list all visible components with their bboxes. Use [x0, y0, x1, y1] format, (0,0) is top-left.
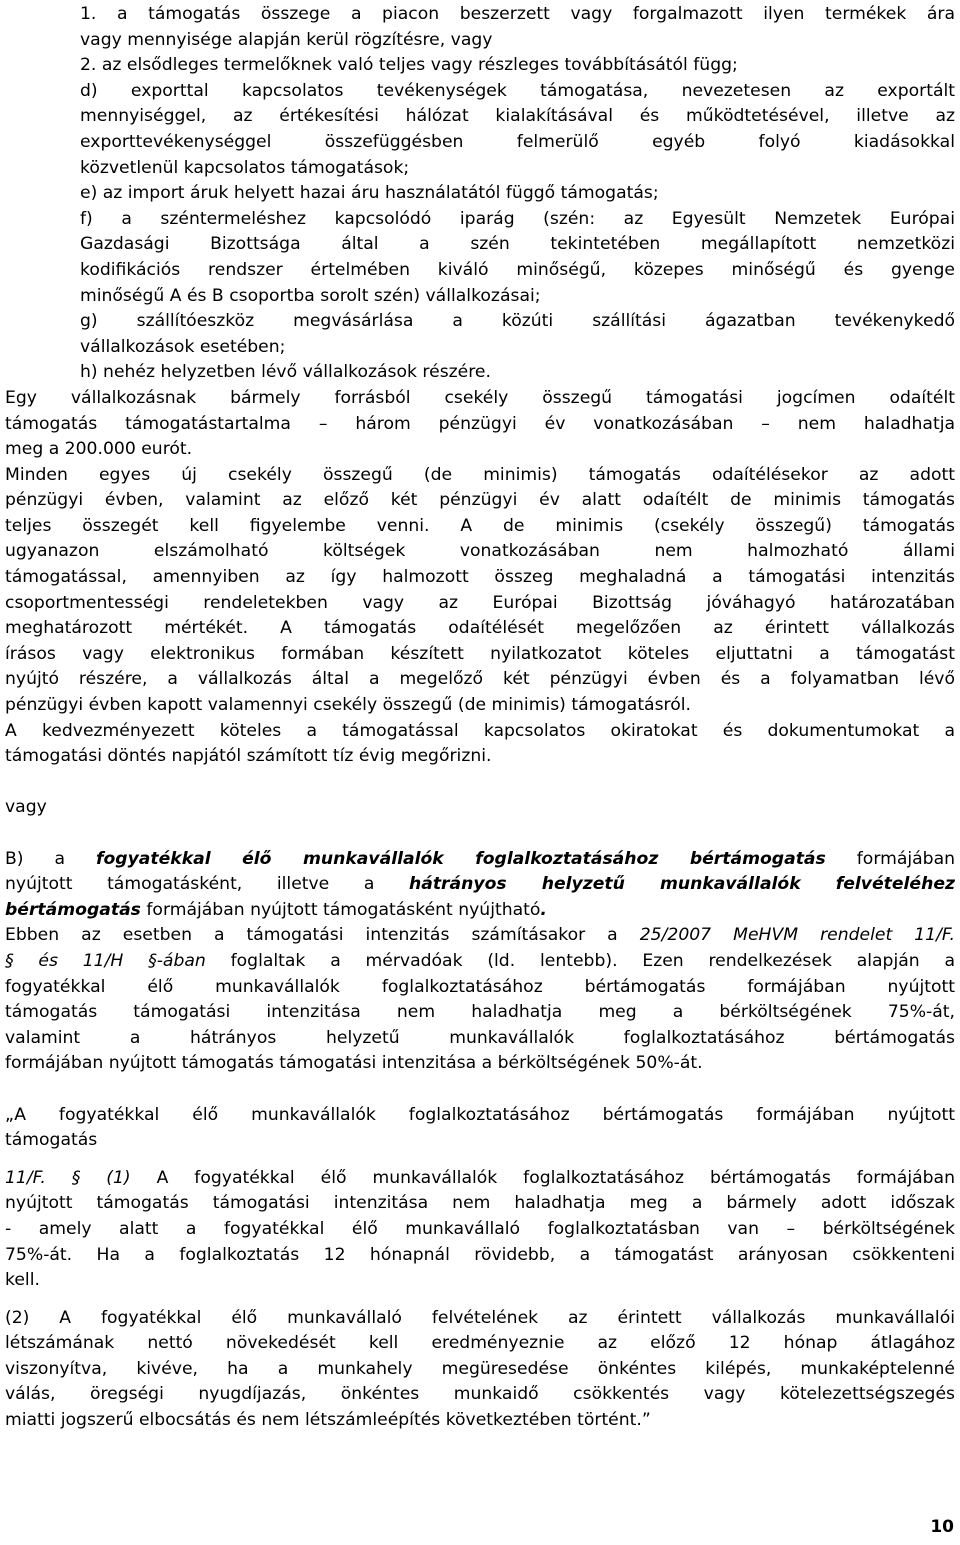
text-line: csoportmentességi rendeletekben vagy az Európai Bizottság jóváhagyó határozatában [5, 592, 955, 613]
text-line: nyújtó részére, a vállalkozás által a megelőző két pénzügyi évben és a folyamatban lévő [5, 669, 955, 690]
text-line: „A fogyatékkal élő munkavállalók foglalkoztatásához bértámogatás formájában nyújtott [5, 1104, 955, 1125]
text-line: támogatás támogatási intenzitása nem haladhatja meg a bérköltségének 75%-át, [5, 1002, 955, 1023]
list-line: kodifikációs rendszer értelmében kiváló minőségű, közepes minőségű és gyenge [80, 259, 955, 280]
text-line: írásos vagy elektronikus formában készített nyilatkozatot köteles eljuttatni a támogatást [5, 643, 955, 664]
support-list [5, 2, 955, 386]
text-line: (2) A fogyatékkal élő munkavállaló felvételének az érintett vállalkozás munkavállalói [5, 1307, 955, 1328]
text-line: § és 11/H §-ában foglaltak a mérvadóak (ld. lentebb). Ezen rendelkezések alapján a [5, 950, 955, 971]
page-number: 10 [930, 1517, 954, 1537]
list-line: exporttevékenységgel összefüggésben felmerülő egyéb folyó kiadásokkal [80, 131, 955, 152]
list-line: 1. a támogatás összege a piacon beszerzett vagy forgalmazott ilyen termékek ára [80, 4, 955, 24]
text-line: nyújtott támogatás támogatási intenzitása nem haladhatja meg a bármely adott időszak [5, 1193, 955, 1214]
text-line: támogatás támogatástartalma – három pénzügyi év vonatkozásában – nem haladhatja [5, 413, 955, 434]
text-line: - amely alatt a fogyatékkal élő munkavállaló foglalkoztatásban van – bérköltségének [5, 1218, 955, 1239]
text-line: A kedvezményezett köteles a támogatással kapcsolatos okiratokat és dokumentumokat a [5, 720, 955, 741]
text-line: valamint a hátrányos helyzetű munkavállalók foglalkoztatásához bértámogatás [5, 1027, 955, 1048]
list-line: vagy mennyisége alapján kerül rögzítésre, vagy [80, 29, 493, 50]
text-line: 11/F. § (1) A fogyatékkal élő munkavállalók foglalkoztatásához bértámogatás formájában [5, 1167, 955, 1188]
text-line: formájában nyújtott támogatás támogatási intenzitása a bérköltségének 50%-át. [5, 1053, 703, 1074]
list-line: 2. az elsődleges termelőknek való teljes vagy részleges továbbításától függ; [80, 55, 738, 76]
text-line: válás, öregségi nyugdíjazás, önkéntes munkaidő csökkentés vagy kötelezettségszegés [5, 1384, 955, 1405]
list-line: e) az import áruk helyett hazai áru használatától függő támogatás; [80, 183, 659, 204]
quote-heading [5, 1103, 955, 1154]
text-line: létszámának nettó növekedését kell eredményeznie az előző 12 hónap átlagához [5, 1333, 955, 1354]
text-line: fogyatékkal élő munkavállalók foglalkoztatásához bértámogatás formájában nyújtott [5, 976, 955, 997]
list-line: minőségű A és B csoportba sorolt szén) vállalkozásai; [80, 285, 541, 306]
paragraph-11f-2 [5, 1306, 955, 1434]
list-line: g) szállítóeszköz megvásárlása a közúti szállítási ágazatban tevékenykedő [80, 311, 955, 332]
text-line: pénzügyi évben, valamint az előző két pénzügyi év alatt odaítélt de minimis támogatás [5, 490, 955, 511]
text-line: bértámogatás formájában nyújtott támogatásként nyújtható. [5, 899, 547, 920]
text-line: 75%-át. Ha a foglalkoztatás 12 hónapnál rövidebb, a támogatást arányosan csökkenteni [5, 1244, 955, 1265]
list-line: mennyiséggel, az értékesítési hálózat kialakításával és működtetésével, illetve az [80, 106, 955, 127]
list-line: közvetlenül kapcsolatos támogatások; [80, 157, 410, 178]
text-line: viszonyítva, kivéve, ha a munkahely megüresedése önkéntes kilépés, munkaképtelenné [5, 1358, 955, 1379]
section-reference: 11/F. § (1) [5, 1167, 131, 1188]
paragraph-deminimis-limit [5, 386, 955, 463]
list-line: f) a széntermeléshez kapcsolódó iparág (szén: az Egyesült Nemzetek Európai [80, 208, 955, 229]
text-line: meghatározott mértékét. A támogatás odaítélését megelőzően az érintett vállalkozás [5, 618, 955, 639]
text-line: teljes összegét kell figyelembe venni. A de minimis (csekély összegű) támogatás [5, 515, 955, 536]
document-page [5, 2, 955, 1434]
text-line: Egy vállalkozásnak bármely forrásból csekély összegű támogatási jogcímen odaítélt [5, 387, 955, 408]
text-line: támogatással, amennyiben az így halmozott összeg meghaladná a támogatási intenzitás [5, 567, 955, 588]
text-line: támogatás [5, 1130, 98, 1151]
text-line: nyújtott támogatásként, illetve a hátrányos helyzetű munkavállalók felvételéhez [5, 874, 955, 895]
list-line: d) exporttal kapcsolatos tevékenységek támogatása, nevezetesen az exportált [80, 80, 955, 101]
text-line: B) a fogyatékkal élő munkavállalók foglalkoztatásához bértámogatás formájában [5, 848, 956, 869]
text-line: Ebben az esetben a támogatási intenzitás számításakor a 25/2007 MeHVM rendelet 11/F. [5, 925, 955, 946]
paragraph-intensity [5, 923, 955, 1077]
vagy-separator: vagy [5, 797, 47, 818]
text-line: miatti jogszerű elbocsátás és nem létszámleépítés következtében történt.” [5, 1410, 651, 1431]
paragraph-documents [5, 719, 955, 770]
text-line: meg a 200.000 eurót. [5, 439, 193, 460]
list-line: vállalkozások esetében; [80, 336, 286, 357]
text-line: Minden egyes új csekély összegű (de minimis) támogatás odaítélésekor az adott [5, 464, 955, 485]
section-b [5, 847, 955, 924]
text-line: pénzügyi évben kapott valamennyi csekély összegű (de minimis) támogatásról. [5, 695, 691, 716]
paragraph-11f-1 [5, 1166, 955, 1294]
text-line: kell. [5, 1270, 40, 1291]
list-line: h) nehéz helyzetben lévő vállalkozások részére. [80, 362, 491, 383]
paragraph-deminimis-rules [5, 463, 955, 719]
text-line: ugyanazon elszámolható költségek vonatkozásában nem halmozható állami [5, 541, 955, 562]
text-line: támogatási döntés napjától számított tíz évig megőrizni. [5, 746, 492, 767]
list-line: Gazdasági Bizottsága által a szén tekintetében megállapított nemzetközi [80, 234, 955, 255]
